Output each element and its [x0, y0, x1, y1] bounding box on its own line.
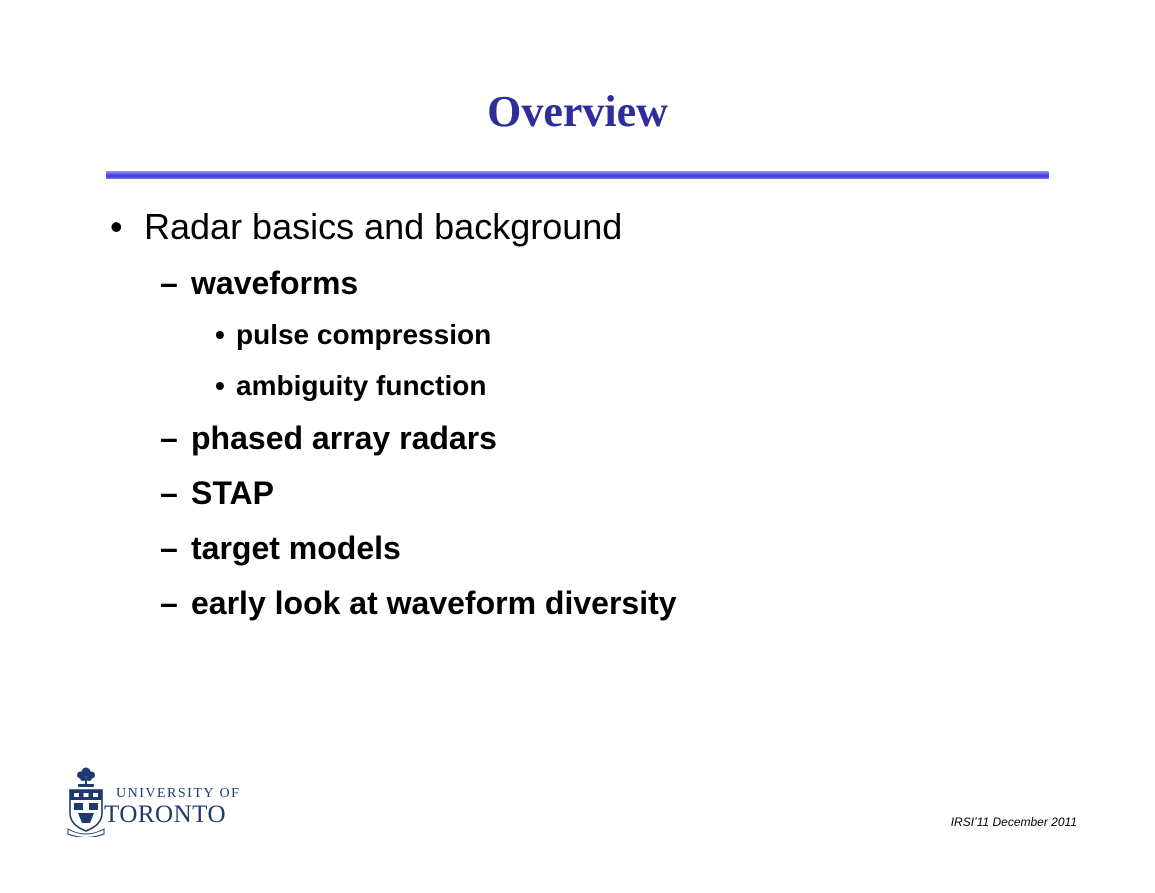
sub-sub-bullet-text: ambiguity function: [236, 370, 487, 401]
dash-marker: –: [160, 530, 178, 566]
bullet-marker: •: [110, 206, 123, 247]
bullet-text: Radar basics and background: [144, 206, 623, 247]
dash-marker: –: [160, 420, 178, 456]
logo-text-line2: TORONTO: [104, 801, 227, 828]
sub-bullet-text: STAP: [191, 475, 274, 511]
sub-bullet-text: target models: [191, 530, 401, 566]
sub-bullet-waveforms: [160, 263, 358, 303]
sub-sub-bullet-pulse-compression: [215, 317, 491, 353]
sub-sub-bullet-text: pulse compression: [236, 319, 492, 350]
dash-marker: –: [160, 475, 178, 511]
logo-text-line1: UNIVERSITY OF: [116, 786, 241, 801]
footer-text: IRSI’11 December 2011: [950, 815, 1077, 829]
sub-bullet-target-models: [160, 528, 401, 568]
sub-bullet-waveform-diversity: [160, 583, 677, 623]
sub-bullet-text: waveforms: [191, 265, 359, 301]
sub-bullet-phased-array: [160, 418, 497, 458]
dash-marker: –: [160, 585, 178, 621]
sub-bullet-stap: [160, 473, 274, 513]
university-crest-icon: [66, 765, 106, 837]
sub-bullet-text: early look at waveform diversity: [191, 585, 677, 621]
university-logo: [66, 765, 266, 837]
bullet-marker: •: [215, 319, 225, 350]
sub-bullet-text: phased array radars: [191, 420, 497, 456]
bullet-radar-basics: [110, 205, 622, 249]
sub-sub-bullet-ambiguity-function: [215, 368, 486, 404]
bullet-marker: •: [215, 370, 225, 401]
dash-marker: –: [160, 265, 178, 301]
slide-title: Overview: [487, 87, 668, 136]
